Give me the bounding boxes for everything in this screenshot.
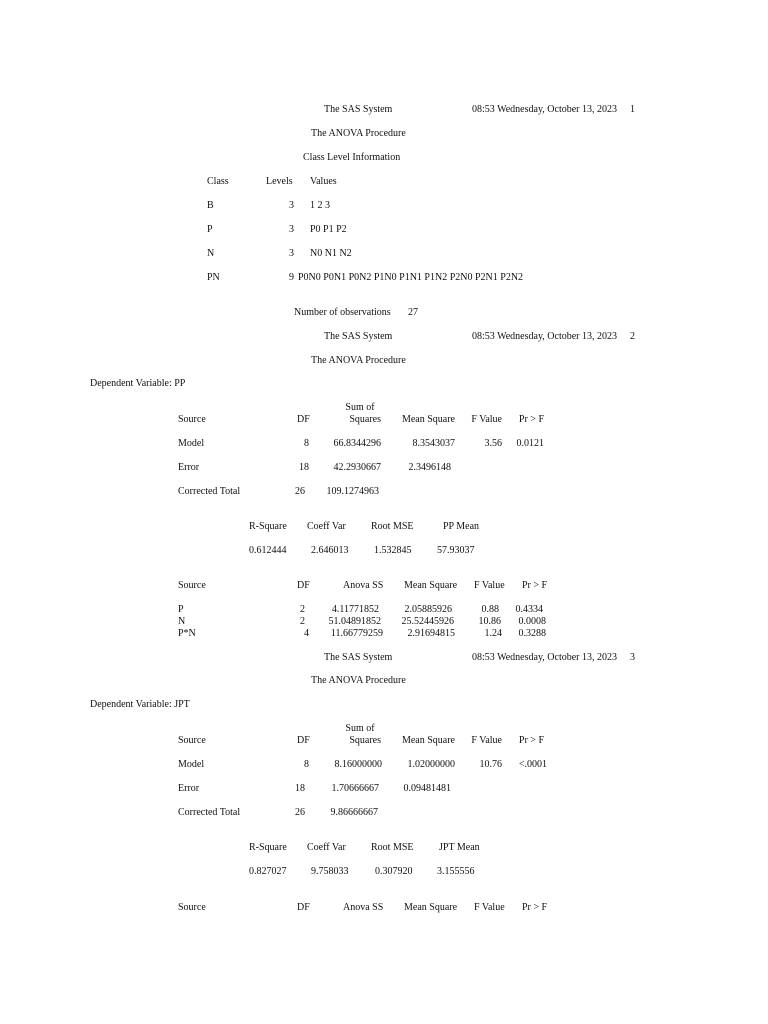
class-levels: 3 bbox=[289, 248, 294, 259]
f-cell: 10.86 bbox=[478, 616, 501, 627]
ms-cell: 1.02000000 bbox=[407, 759, 455, 770]
ms-header: Mean Square bbox=[404, 580, 458, 591]
class-levels: 9 bbox=[289, 272, 294, 283]
p-cell: <.0001 bbox=[518, 759, 547, 770]
dependent-variable: Dependent Variable: JPT bbox=[90, 699, 190, 710]
df-header: DF bbox=[297, 735, 310, 746]
ss-cell: 109.1274963 bbox=[326, 486, 379, 497]
df-cell: 26 bbox=[295, 807, 305, 818]
coeffvar-value: 2.646013 bbox=[311, 545, 349, 556]
df-cell: 8 bbox=[304, 438, 309, 449]
df-cell: 8 bbox=[304, 759, 309, 770]
ss-header-top: Sum of bbox=[345, 723, 375, 734]
system-title: The SAS System bbox=[324, 104, 393, 115]
class-header: Class bbox=[207, 176, 229, 187]
ss-cell: 11.66779259 bbox=[330, 628, 383, 639]
source-cell: Error bbox=[178, 462, 200, 473]
ms-header: Mean Square bbox=[404, 902, 458, 913]
ss-cell: 51.04891852 bbox=[328, 616, 381, 627]
p-header: Pr > F bbox=[518, 414, 544, 425]
rsquare-header: R-Square bbox=[249, 521, 287, 532]
procedure-title: The ANOVA Procedure bbox=[311, 675, 406, 686]
f-header: F Value bbox=[471, 414, 502, 425]
coeffvar-header: Coeff Var bbox=[307, 842, 346, 853]
values-header: Values bbox=[310, 176, 337, 187]
ms-cell: 25.52445926 bbox=[401, 616, 454, 627]
ss-cell: 1.70666667 bbox=[331, 783, 379, 794]
class-name: P bbox=[207, 224, 213, 235]
nobs-label: Number of observations bbox=[294, 307, 391, 318]
page-number: 1 bbox=[630, 104, 635, 115]
class-levels: 3 bbox=[289, 200, 294, 211]
ss-header: Squares bbox=[349, 414, 381, 425]
rootmse-header: Root MSE bbox=[371, 521, 414, 532]
class-level-title: Class Level Information bbox=[303, 152, 401, 163]
rootmse-value: 0.307920 bbox=[375, 866, 413, 877]
ms-cell: 2.91694815 bbox=[407, 628, 455, 639]
p-cell: 0.4334 bbox=[515, 604, 543, 615]
mean-value: 3.155556 bbox=[437, 866, 475, 877]
coeffvar-value: 9.758033 bbox=[311, 866, 349, 877]
source-cell: Model bbox=[178, 759, 205, 770]
class-values: P0N0 P0N1 P0N2 P1N0 P1N1 P1N2 P2N0 P2N1 P2N2 bbox=[298, 272, 524, 283]
run-datetime: 08:53 Wednesday, October 13, 2023 bbox=[472, 331, 617, 342]
f-cell: 10.76 bbox=[479, 759, 502, 770]
source-cell: Error bbox=[178, 783, 200, 794]
ms-cell: 2.3496148 bbox=[408, 462, 451, 473]
ss-cell: 4.11771852 bbox=[331, 604, 379, 615]
system-title: The SAS System bbox=[324, 331, 393, 342]
source-cell: Corrected Total bbox=[178, 807, 241, 818]
ss-header: Anova SS bbox=[343, 580, 384, 591]
ms-cell: 8.3543037 bbox=[412, 438, 455, 449]
rsquare-value: 0.827027 bbox=[249, 866, 287, 877]
p-header: Pr > F bbox=[522, 902, 548, 913]
levels-header: Levels bbox=[266, 176, 293, 187]
df-cell: 26 bbox=[295, 486, 305, 497]
source-cell: Corrected Total bbox=[178, 486, 241, 497]
ms-cell: 0.09481481 bbox=[403, 783, 451, 794]
rootmse-header: Root MSE bbox=[371, 842, 414, 853]
f-header: F Value bbox=[471, 735, 502, 746]
procedure-title: The ANOVA Procedure bbox=[311, 128, 406, 139]
df-cell: 2 bbox=[300, 604, 305, 615]
ss-cell: 8.16000000 bbox=[334, 759, 382, 770]
ms-header: Mean Square bbox=[401, 414, 455, 425]
p-cell: 0.0121 bbox=[516, 438, 544, 449]
mean-value: 57.93037 bbox=[437, 545, 475, 556]
source-header: Source bbox=[178, 902, 206, 913]
df-header: DF bbox=[297, 414, 310, 425]
df-header: DF bbox=[297, 902, 310, 913]
ss-cell: 42.2930667 bbox=[333, 462, 381, 473]
run-datetime: 08:53 Wednesday, October 13, 2023 bbox=[472, 652, 617, 663]
source-header: Source bbox=[178, 580, 206, 591]
class-name: N bbox=[207, 248, 215, 259]
page-number: 2 bbox=[630, 331, 635, 342]
f-cell: 1.24 bbox=[484, 628, 502, 639]
class-values: 1 2 3 bbox=[310, 200, 330, 211]
source-cell: P*N bbox=[178, 628, 196, 639]
source-cell: P bbox=[178, 604, 184, 615]
source-cell: Model bbox=[178, 438, 205, 449]
f-cell: 0.88 bbox=[481, 604, 499, 615]
class-levels: 3 bbox=[289, 224, 294, 235]
nobs-value: 27 bbox=[408, 307, 418, 318]
source-header: Source bbox=[178, 414, 206, 425]
mean-header: JPT Mean bbox=[439, 842, 480, 853]
ms-header: Mean Square bbox=[401, 735, 455, 746]
class-name: PN bbox=[207, 272, 220, 283]
mean-header: PP Mean bbox=[443, 521, 480, 532]
dependent-variable: Dependent Variable: PP bbox=[90, 378, 186, 389]
df-cell: 4 bbox=[304, 628, 309, 639]
df-cell: 18 bbox=[295, 783, 305, 794]
p-header: Pr > F bbox=[518, 735, 544, 746]
ss-header: Anova SS bbox=[343, 902, 384, 913]
p-cell: 0.3288 bbox=[518, 628, 546, 639]
ss-header: Squares bbox=[349, 735, 381, 746]
system-title: The SAS System bbox=[324, 652, 393, 663]
df-cell: 2 bbox=[300, 616, 305, 627]
class-values: P0 P1 P2 bbox=[310, 224, 347, 235]
rootmse-value: 1.532845 bbox=[374, 545, 412, 556]
f-cell: 3.56 bbox=[484, 438, 502, 449]
run-datetime: 08:53 Wednesday, October 13, 2023 bbox=[472, 104, 617, 115]
ss-header-top: Sum of bbox=[345, 402, 375, 413]
ss-cell: 66.8344296 bbox=[333, 438, 381, 449]
coeffvar-header: Coeff Var bbox=[307, 521, 346, 532]
rsquare-header: R-Square bbox=[249, 842, 287, 853]
f-header: F Value bbox=[474, 902, 505, 913]
ss-cell: 9.86666667 bbox=[330, 807, 378, 818]
f-header: F Value bbox=[474, 580, 505, 591]
class-name: B bbox=[207, 200, 214, 211]
class-values: N0 N1 N2 bbox=[310, 248, 352, 259]
rsquare-value: 0.612444 bbox=[249, 545, 287, 556]
ms-cell: 2.05885926 bbox=[404, 604, 452, 615]
source-cell: N bbox=[178, 616, 186, 627]
p-cell: 0.0008 bbox=[518, 616, 546, 627]
source-header: Source bbox=[178, 735, 206, 746]
page-number: 3 bbox=[630, 652, 635, 663]
df-header: DF bbox=[297, 580, 310, 591]
df-cell: 18 bbox=[299, 462, 309, 473]
p-header: Pr > F bbox=[522, 580, 548, 591]
procedure-title: The ANOVA Procedure bbox=[311, 355, 406, 366]
